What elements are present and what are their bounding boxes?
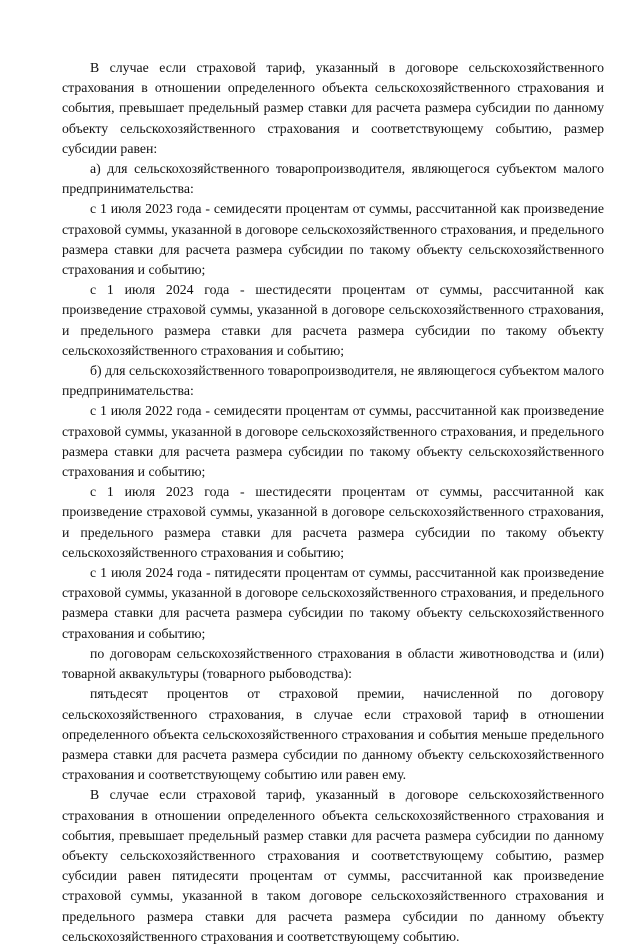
paragraph: с 1 июля 2022 года - семидесяти процентам от суммы, рассчитанной как произведение страховой суммы, указанной в договоре сельскохозяйственного страхования, и предельного размера ставки для расчета размера субсидии по такому объекту сельскохозяйственного страхования и событию;	[62, 403, 604, 480]
paragraph: В случае если страховой тариф, указанный в договоре сельскохозяйственного страхования в отношении определенного объекта сельскохозяйственного страхования и события, превышает предельный размер ставки для расчета размера субсидии по данному объекту сельскохозяйственного страхования и соответствующему событию, размер субсидии равен:	[62, 60, 604, 156]
paragraph: с 1 июля 2024 года - пятидесяти процентам от суммы, рассчитанной как произведение страховой суммы, указанной в договоре сельскохозяйственного страхования, и предельного размера ставки для расчета размера субсидии по такому объекту сельскохозяйственного страхования и событию;	[62, 565, 604, 641]
paragraph: В случае если страховой тариф, указанный в договоре сельскохозяйственного страхования в отношении определенного объекта сельскохозяйственного страхования и события, превышает предельный размер ставки для расчета размера субсидии по данному объекту сельскохозяйственного страхования и соответствующему событию, размер субсидии равен пятидесяти процентам от суммы, рассчитанной как произведение страховой суммы, указанной в таком договоре сельскохозяйственного страхования и предельного размера ставки для расчета размера субсидии по данному объекту сельскохозяйственного страхования и соответствующему событию.	[62, 787, 604, 944]
paragraph: с 1 июля 2023 года - семидесяти процентам от суммы, рассчитанной как произведение страховой суммы, указанной в договоре сельскохозяйственного страхования, и предельного размера ставки для расчета размера субсидии по такому объекту сельскохозяйственного страхования и событию;	[62, 201, 604, 278]
paragraph: с 1 июля 2024 года - шестидесяти процентам от суммы, рассчитанной как произведение страховой суммы, указанной в договоре сельскохозяйственного страхования, и предельного размера ставки для расчета размера субсидии по такому объекту сельскохозяйственного страхования и событию;	[62, 282, 604, 358]
paragraph: пятьдесят процентов от страховой премии, начисленной по договору сельскохозяйственного страхования, в случае если страховой тариф в отношении определенного объекта сельскохозяйственного страхования и события меньше предельного размера ставки для расчета размера субсидии по данному объекту сельскохозяйственного страхования и соответствующему событию или равен ему.	[62, 686, 604, 783]
document-body	[62, 58, 604, 947]
paragraph: с 1 июля 2023 года - шестидесяти процентам от суммы, рассчитанной как произведение страховой суммы, указанной в договоре сельскохозяйственного страхования, и предельного размера ставки для расчета размера субсидии по такому объекту сельскохозяйственного страхования и событию;	[62, 484, 604, 560]
paragraph: б) для сельскохозяйственного товаропроизводителя, не являющегося субъектом малого предпринимательства:	[62, 363, 604, 399]
paragraph: а) для сельскохозяйственного товаропроизводителя, являющегося субъектом малого предпринимательства:	[62, 161, 604, 197]
paragraph: по договорам сельскохозяйственного страхования в области животноводства и (или) товарной аквакультуры (товарного рыбоводства):	[62, 645, 604, 682]
